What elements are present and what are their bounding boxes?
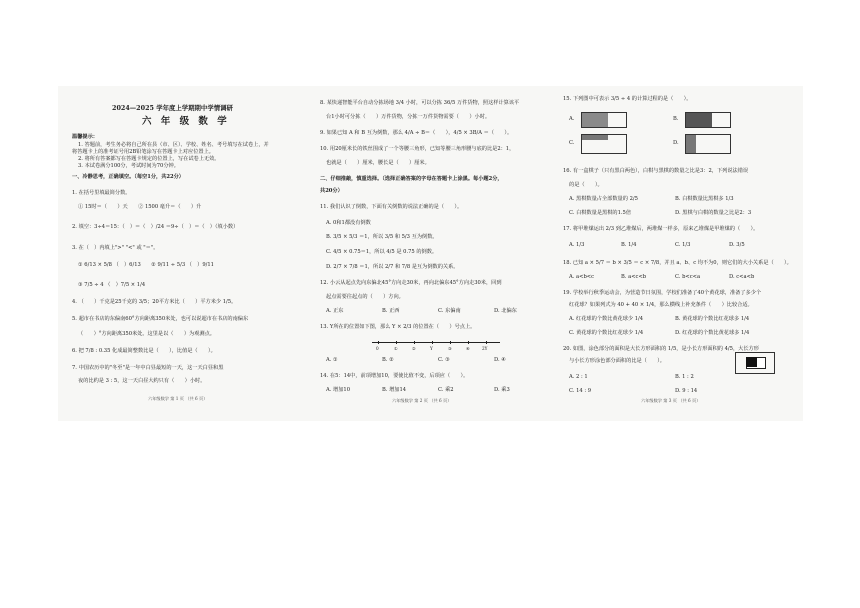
question-3-item-3: ③ 7/5 ÷ 4 （ ）7/5 × 1/4 bbox=[78, 282, 146, 288]
question-1-items: ① 15时＝（ ）天 ② 1500 毫升＝（ ）升 bbox=[78, 204, 202, 210]
question-16: 16. 有一盒棋子（只有黑白两色），白棋与黑棋的数量之比是3：2，下列说法错误 bbox=[563, 168, 749, 174]
number-line-label: ① bbox=[394, 346, 398, 351]
question-8-cont: 台1小时可分拣（ ）万件货物，分拣一万件货物需要（ ）小时。 bbox=[326, 114, 491, 120]
number-line-label: 2Y bbox=[482, 346, 488, 351]
page-footer: 六年级数学 第 1 页 （共 6 页） bbox=[148, 396, 208, 401]
q13-option-d: D. ④ bbox=[494, 357, 506, 363]
q14-option-c: C. 乘2 bbox=[438, 387, 454, 393]
q16-option-d: D. 黑棋与白棋的数量之比是2：3 bbox=[675, 210, 752, 216]
notice-line: 将答题卡上的准考证号用2B铅笔涂写在答题卡上对应位置上。 bbox=[72, 149, 214, 155]
number-line-label: 0 bbox=[376, 346, 379, 351]
question-12-cont: 起点需要往起点的（ ）方向。 bbox=[326, 294, 404, 300]
question-17: 17. 将甲堆煤运出 2/3 到乙堆煤后，两堆煤一样多，原来乙堆煤是甲堆煤的（ ）。 bbox=[563, 226, 759, 232]
page-footer: 六年级数学 第 3 页 （共 6 页） bbox=[641, 398, 701, 403]
question-14: 14. 在5：14中，前项增加10，要使比值不变，后项应（ ）。 bbox=[320, 373, 469, 379]
q11-option-a: A. 0和1都没有倒数 bbox=[326, 220, 371, 226]
q15-option-d: D. bbox=[673, 140, 679, 146]
notice-line: 2. 将所有答案都写在答题卡规定的位置上，写在试卷上无效。 bbox=[78, 156, 220, 162]
number-line-label: Y bbox=[430, 346, 433, 351]
q17-option-d: D. 3/5 bbox=[729, 242, 745, 248]
q20-option-c: C. 14 : 9 bbox=[569, 388, 592, 394]
q14-option-d: D. 乘3 bbox=[494, 387, 510, 393]
notice-line: 1. 答题前，考生务必将自己所在县（市、区）、学校、姓名、考号填写在试卷上，并 bbox=[78, 142, 269, 148]
number-line-label: ③ bbox=[448, 346, 452, 351]
question-13: 13. Y所在的位置如下图，那么 Y × 2/3 的位置在（ ）号点上。 bbox=[320, 324, 476, 330]
q19-option-c: C. 黄花球的个数比红花球少 1/4 bbox=[569, 330, 644, 336]
q15-figure-d bbox=[685, 134, 731, 154]
question-5: 5. 超市在书店的东偏南60°方向距离350米处，也可以说超市在书店的南偏东 bbox=[72, 316, 249, 322]
q15-figure-a bbox=[581, 112, 627, 128]
q18-option-c: C. b<c<a bbox=[675, 274, 701, 280]
q11-option-b: B. 3/5 × 5/3 ＝1，所以 3/5 和 5/3 互为倒数。 bbox=[326, 234, 438, 240]
q15-figure-c bbox=[581, 134, 627, 154]
q18-option-d: D. c<a<b bbox=[729, 274, 755, 280]
section-2-heading-cont: 共20分） bbox=[320, 188, 343, 194]
question-3: 3. 在（ ）内填上">" "<" 或 "＝"。 bbox=[72, 245, 159, 251]
q11-option-c: C. 4/5 × 0.75＝1，所以 4/5 是 0.75 的倒数。 bbox=[326, 249, 438, 255]
q17-option-a: A. 1/3 bbox=[569, 242, 585, 248]
question-12: 12. 小云从起点先向东偏北45°方向走30米，再向北偏东45°方向走30米，回到 bbox=[320, 280, 502, 286]
section-1-heading: 一、冷静思考，正确填空。（每空1分，共22分） bbox=[72, 174, 184, 180]
q18-option-b: B. a<c<b bbox=[621, 274, 647, 280]
section-2-heading: 二、仔细推敲，慎重选择。（选择正确答案的字母在答题卡上涂黑。每小题2分， bbox=[320, 176, 503, 182]
q11-option-d: D. 2/7 × 7/8 ＝1，所以 2/7 和 7/8 是互为倒数的关系。 bbox=[326, 264, 459, 270]
question-10-cont: 也就是（ ）厘米，腰长是（ ）厘米。 bbox=[326, 160, 430, 166]
question-20: 20. 如图，涂色部分的面积是大长方形面积的 1/5，是小长方形面积的 4/5，大长方形 bbox=[563, 346, 759, 352]
question-20-cont: 与小长方形涂色部分面积的比是（ ）。 bbox=[569, 358, 665, 364]
question-2: 2. 填空：3÷4＝15：（ ）＝（ ）/24 ＝9÷（ ）＝（ ）（填小数） bbox=[72, 224, 239, 230]
q16-option-c: C. 白棋数量是黑棋的1.5倍 bbox=[569, 210, 632, 216]
question-19-cont: 红花球？如果列式为 40 + 40 × 1/4，那么横线上补充条件（ ）比较合适。 bbox=[569, 302, 753, 308]
q19-option-b: B. 黄花球的个数比红花球多 1/4 bbox=[675, 316, 750, 322]
question-9: 9. 如果已知 A 和 B 互为倒数，那么 4/A ÷ B＝（ ），4/5 × 3B/A ＝（ ）。 bbox=[320, 130, 513, 136]
q15-option-a: A. bbox=[569, 116, 575, 122]
q12-option-c: C. 东偏南 bbox=[438, 308, 461, 314]
q17-option-b: B. 1/4 bbox=[621, 242, 637, 248]
notice-line: 3. 本试卷满分100分，考试时间为70分钟。 bbox=[78, 163, 179, 169]
q13-option-b: B. ② bbox=[382, 357, 394, 363]
question-15: 15. 下列图中可表示 3/5 ÷ 4 的计算过程的是（ ）。 bbox=[563, 96, 692, 102]
question-18: 18. 已知 a × 5/7 ＝ b × 3/5 ＝ c × 7/8，并且 a、b、c 均不为0，则它们的大小关系是（ ）。 bbox=[563, 260, 792, 266]
question-8: 8. 某快递智能平台自动分拣场地 3/4 小时，可以分拣 36/5 万件货物，照这样计算该平 bbox=[320, 100, 520, 106]
q14-option-a: A. 增加10 bbox=[326, 387, 351, 393]
question-19: 19. 学校举行秋季运动会，为营造节日氛围，学校们准备了40个黄花球，准备了多少个 bbox=[563, 290, 762, 296]
q16-option-b: B. 白棋数量比黑棋多 1/3 bbox=[675, 196, 734, 202]
page-footer: 六年级数学 第 2 页 （共 6 页） bbox=[392, 398, 452, 403]
q14-option-b: B. 增加14 bbox=[382, 387, 407, 393]
q12-option-b: B. 正西 bbox=[382, 308, 400, 314]
q19-option-a: A. 红花球的个数比黄花球少 1/4 bbox=[569, 316, 644, 322]
q16-option-a: A. 黑棋数量占全部数量的 2/5 bbox=[569, 196, 638, 202]
q19-option-d: D. 红花球的个数比黄花球多 1/4 bbox=[675, 330, 750, 336]
q12-option-d: D. 北偏东 bbox=[494, 308, 517, 314]
exam-title: 2024—2025 学年度上学期期中学情调研 bbox=[112, 104, 233, 112]
question-6: 6. 把 7/8 : 0.35 化成最简整数比是（ ），比值是（ ）。 bbox=[72, 348, 216, 354]
question-10: 10. 用20厘米长的铁丝围成了一个等腰三角形，已知等腰三角形腰与底的比是2：1， bbox=[320, 146, 515, 152]
q18-option-a: A. a<b<c bbox=[569, 274, 595, 280]
question-11: 11. 我们认识了倒数，下面有关倒数的说法正确的是（ ）。 bbox=[320, 204, 463, 210]
q15-option-b: B. bbox=[673, 116, 679, 122]
question-7-cont: 夜的比约是 3 : 5，这一天白昼大约只有（ ）小时。 bbox=[78, 378, 206, 384]
q13-option-a: A. ① bbox=[326, 357, 338, 363]
question-7: 7. 中国农历中的"冬至"是一年中白昼最短的一天，这一天白昼和黑 bbox=[72, 365, 224, 371]
q20-figure bbox=[735, 352, 775, 374]
question-3-items: ① 6/13 × 5/8 （ ）6/13 ② 9/11 ÷ 5/3 （ ）9/11 bbox=[78, 262, 214, 268]
q20-option-d: D. 9 : 14 bbox=[675, 388, 698, 394]
question-5-cont: （ ）°方向距离350米处。这里是以（ ）为观测点。 bbox=[78, 331, 215, 337]
number-line-label: ④ bbox=[466, 346, 470, 351]
notice-title: 温馨提示： bbox=[72, 134, 98, 140]
q20-option-a: A. 2 : 1 bbox=[569, 374, 588, 380]
question-16-cont: 的是（ ）。 bbox=[569, 182, 603, 188]
question-4: 4. （ ）千克是25千克的 3/5；20平方米比（ ）平方米少 1/5。 bbox=[72, 299, 237, 305]
exam-subject: 六 年 级 数 学 bbox=[142, 116, 230, 127]
number-line-label: ② bbox=[412, 346, 416, 351]
question-1: 1. 在括号里填最简分数。 bbox=[72, 190, 131, 196]
q15-figure-b bbox=[685, 112, 731, 128]
exam-sheet bbox=[58, 86, 803, 421]
q17-option-c: C. 1/3 bbox=[675, 242, 691, 248]
q15-option-c: C. bbox=[569, 140, 575, 146]
q12-option-a: A. 正东 bbox=[326, 308, 344, 314]
number-line bbox=[372, 338, 502, 354]
q13-option-c: C. ③ bbox=[438, 357, 450, 363]
q20-option-b: B. 1 : 2 bbox=[675, 374, 694, 380]
